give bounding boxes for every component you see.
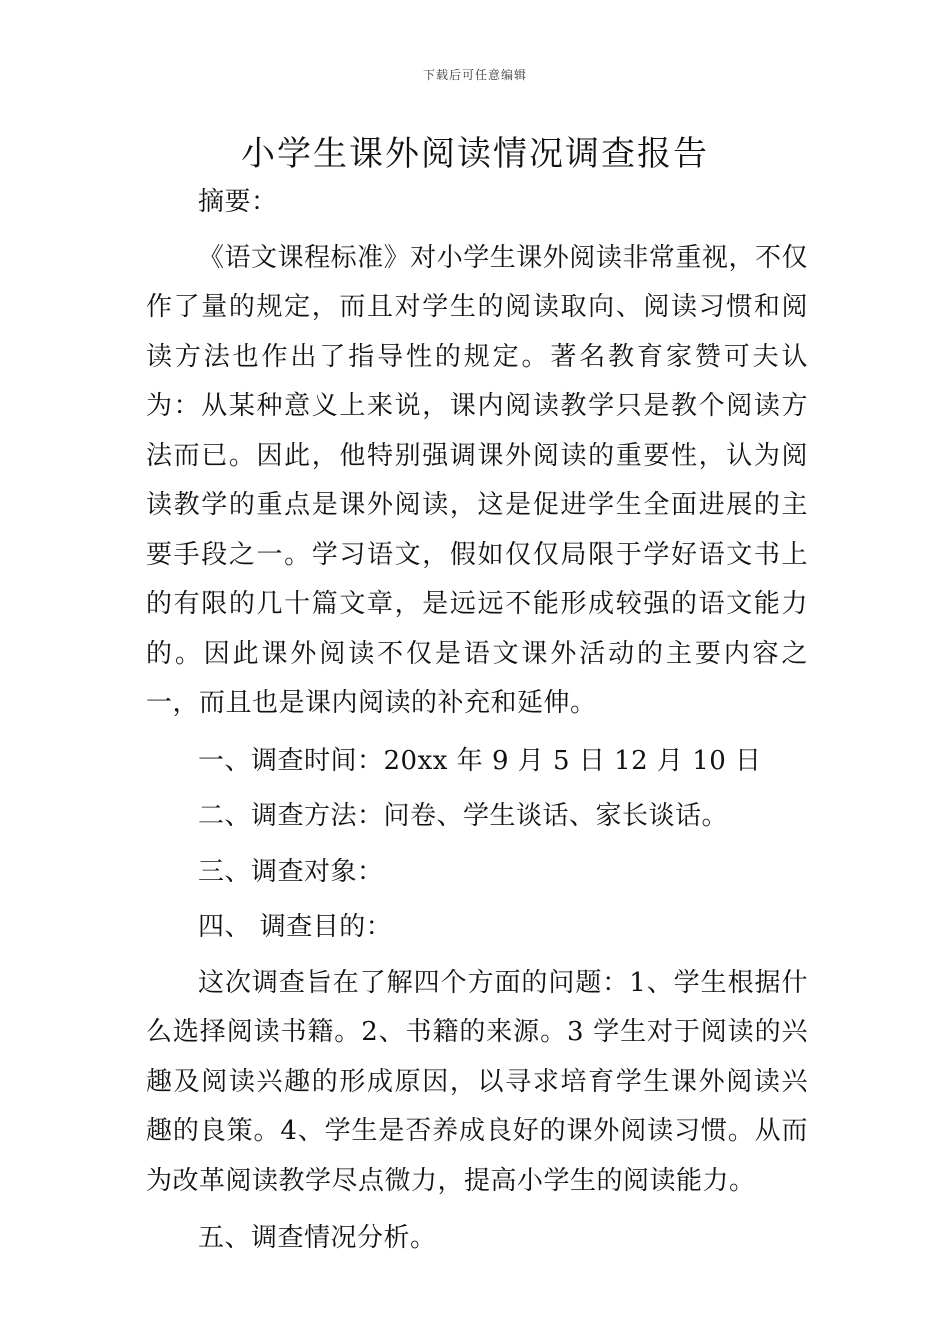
section-survey-method: 二、调查方法：问卷、学生谈话、家长谈话。 bbox=[198, 801, 729, 831]
purpose-paragraph: 这次调查旨在了解四个方面的问题：1、学生根据什么选择阅读书籍。2、书籍的来源。3 学生对于阅读的兴趣及阅读兴趣的形成原因，以寻求培育学生课外阅读兴趣的良策。4、学生是否养成良好的课外阅读习惯。从而为改革阅读教学尽点微力，提高小学生的阅读能力。 bbox=[146, 967, 808, 1196]
section-survey-time: 一、调查时间：20xx 年 9 月 5 日 12 月 10 日 bbox=[198, 745, 762, 776]
document-body bbox=[146, 178, 808, 1264]
section-analysis: 五、调查情况分析。 bbox=[198, 1223, 437, 1253]
abstract-paragraph: 《语文课程标准》对小学生课外阅读非常重视，不仅作了量的规定，而且对学生的阅读取向、阅读习惯和阅读方法也作出了指导性的规定。著名教育家赞可夫认为：从某种意义上来说，课内阅读教学只是教个阅读方法而已。因此，他特别强调课外阅读的重要性，认为阅读教学的重点是课外阅读，这是促进学生全面进展的主要手段之一。学习语文，假如仅仅局限于学好语文书上的有限的几十篇文章，是远远不能形成较强的语文能力的。因此课外阅读不仅是语文课外活动的主要内容之一，而且也是课内阅读的补充和延伸。 bbox=[146, 242, 808, 718]
document-title: 小学生课外阅读情况调查报告 bbox=[241, 134, 709, 174]
abstract-label: 摘要： bbox=[198, 187, 278, 217]
page-header-note: 下载后可任意编辑 bbox=[422, 68, 527, 82]
section-survey-purpose: 四、 调查目的： bbox=[198, 912, 393, 942]
section-survey-target: 三、调查对象： bbox=[198, 856, 384, 887]
